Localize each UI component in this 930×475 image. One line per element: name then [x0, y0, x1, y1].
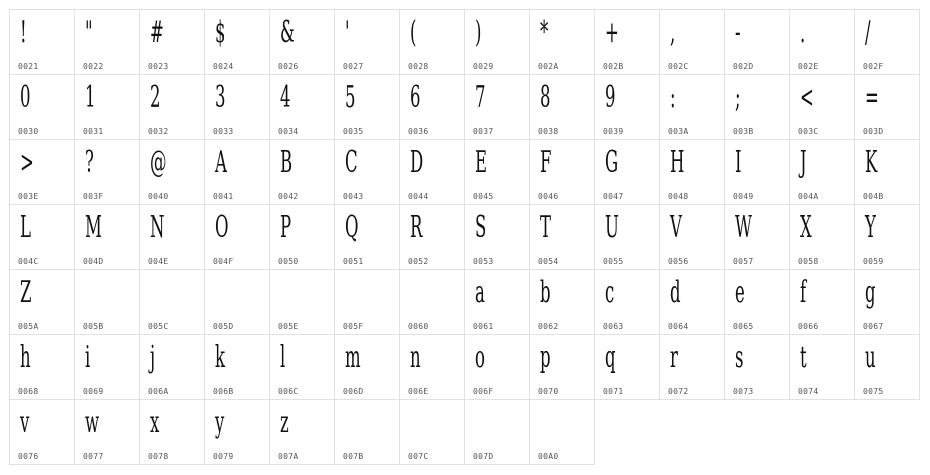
glyph-code: 0048 — [668, 192, 689, 201]
glyph-character: ) — [475, 15, 482, 50]
glyph-cell[interactable] — [334, 9, 400, 75]
glyph-character: m — [345, 340, 361, 375]
glyph-character: ' — [345, 15, 350, 50]
glyph-cell[interactable] — [399, 204, 465, 270]
glyph-cell[interactable] — [789, 204, 855, 270]
glyph-character: 8 — [540, 80, 551, 115]
glyph-cell[interactable] — [269, 204, 335, 270]
glyph-code: 0021 — [18, 62, 39, 71]
glyph-cell[interactable] — [204, 9, 270, 75]
glyph-character: > — [20, 145, 34, 180]
glyph-cell[interactable] — [204, 399, 270, 465]
glyph-cell[interactable] — [204, 74, 270, 140]
glyph-code: 005F — [343, 322, 364, 331]
glyph-character: u — [865, 340, 876, 375]
glyph-character: Q — [345, 210, 359, 245]
glyph-code: 0060 — [408, 322, 429, 331]
glyph-cell[interactable] — [594, 334, 660, 400]
glyph-code: 0051 — [343, 257, 364, 266]
glyph-code: 006A — [148, 387, 169, 396]
glyph-character: @ — [150, 145, 167, 180]
glyph-code: 0029 — [473, 62, 494, 71]
glyph-code: 0065 — [733, 322, 754, 331]
glyph-code: 0030 — [18, 127, 39, 136]
glyph-cell[interactable] — [659, 269, 725, 335]
glyph-character: b — [540, 275, 551, 310]
glyph-character: , — [670, 15, 676, 50]
glyph-character: 2 — [150, 80, 161, 115]
glyph-cell[interactable] — [529, 74, 595, 140]
glyph-code: 0043 — [343, 192, 364, 201]
glyph-code: 0077 — [83, 452, 104, 461]
glyph-character: $ — [215, 15, 226, 50]
glyph-code: 002E — [798, 62, 819, 71]
glyph-character: W — [735, 210, 752, 245]
glyph-code: 002A — [538, 62, 559, 71]
glyph-code: 0049 — [733, 192, 754, 201]
glyph-cell[interactable] — [74, 269, 140, 335]
glyph-cell[interactable] — [659, 74, 725, 140]
glyph-character: & — [280, 15, 295, 50]
glyph-character: p — [540, 340, 551, 375]
glyph-character: B — [280, 145, 293, 180]
glyph-character: . — [800, 15, 806, 50]
glyph-character: ! — [20, 15, 27, 50]
glyph-character: X — [800, 210, 812, 245]
glyph-character: n — [410, 340, 421, 375]
glyph-code: 0038 — [538, 127, 559, 136]
glyph-character: # — [150, 15, 164, 50]
glyph-cell[interactable] — [529, 204, 595, 270]
glyph-cell[interactable] — [9, 269, 75, 335]
glyph-character: S — [475, 210, 487, 245]
glyph-code: 0033 — [213, 127, 234, 136]
glyph-code: 0036 — [408, 127, 429, 136]
glyph-cell[interactable] — [204, 204, 270, 270]
glyph-code: 0042 — [278, 192, 299, 201]
glyph-cell[interactable] — [724, 204, 790, 270]
glyph-cell[interactable] — [139, 334, 205, 400]
glyph-code: 0041 — [213, 192, 234, 201]
glyph-cell[interactable] — [529, 269, 595, 335]
glyph-code: 0028 — [408, 62, 429, 71]
glyph-cell[interactable] — [854, 9, 920, 75]
glyph-character: l — [280, 340, 286, 375]
glyph-cell[interactable] — [854, 74, 920, 140]
glyph-cell[interactable] — [334, 204, 400, 270]
glyph-cell[interactable] — [529, 9, 595, 75]
glyph-character: s — [735, 340, 744, 375]
glyph-cell[interactable] — [399, 269, 465, 335]
glyph-cell[interactable] — [594, 9, 660, 75]
glyph-code: 0022 — [83, 62, 104, 71]
glyph-cell[interactable] — [334, 334, 400, 400]
glyph-code: 0059 — [863, 257, 884, 266]
glyph-cell[interactable] — [594, 74, 660, 140]
glyph-code: 0047 — [603, 192, 624, 201]
glyph-code: 0054 — [538, 257, 559, 266]
glyph-code: 004C — [18, 257, 39, 266]
glyph-character: 1 — [85, 80, 96, 115]
glyph-code: 0057 — [733, 257, 754, 266]
glyph-code: 0070 — [538, 387, 559, 396]
glyph-cell[interactable] — [464, 399, 530, 465]
glyph-code: 0035 — [343, 127, 364, 136]
glyph-code: 0032 — [148, 127, 169, 136]
glyph-character: J — [800, 145, 807, 180]
glyph-character: c — [605, 275, 615, 310]
glyph-code: 006E — [408, 387, 429, 396]
glyph-code: 0027 — [343, 62, 364, 71]
glyph-cell[interactable] — [204, 139, 270, 205]
glyph-character: z — [280, 405, 289, 440]
glyph-character: K — [865, 145, 878, 180]
glyph-cell[interactable] — [854, 334, 920, 400]
glyph-cell[interactable] — [269, 74, 335, 140]
glyph-character: v — [20, 405, 30, 440]
glyph-code: 0046 — [538, 192, 559, 201]
glyph-code: 002C — [668, 62, 689, 71]
glyph-cell[interactable] — [854, 204, 920, 270]
glyph-character: D — [410, 145, 424, 180]
glyph-character: I — [735, 145, 742, 180]
glyph-cell[interactable] — [724, 74, 790, 140]
glyph-code: 003E — [18, 192, 39, 201]
glyph-character: = — [865, 80, 879, 115]
glyph-cell[interactable] — [204, 334, 270, 400]
glyph-cell[interactable] — [399, 334, 465, 400]
glyph-cell[interactable] — [139, 399, 205, 465]
glyph-cell[interactable] — [139, 269, 205, 335]
glyph-character: 9 — [605, 80, 616, 115]
glyph-character: q — [605, 340, 616, 375]
glyph-cell[interactable] — [74, 74, 140, 140]
glyph-cell[interactable] — [529, 139, 595, 205]
glyph-character: - — [735, 15, 741, 50]
glyph-cell[interactable] — [464, 9, 530, 75]
glyph-cell[interactable] — [334, 74, 400, 140]
glyph-cell[interactable] — [659, 334, 725, 400]
glyph-code: 004B — [863, 192, 884, 201]
glyph-cell[interactable] — [724, 9, 790, 75]
glyph-cell[interactable] — [529, 399, 595, 465]
glyph-character: k — [215, 340, 226, 375]
glyph-code: 0056 — [668, 257, 689, 266]
glyph-cell[interactable] — [464, 139, 530, 205]
glyph-character: 0 — [20, 80, 31, 115]
glyph-cell[interactable] — [269, 399, 335, 465]
glyph-cell[interactable] — [334, 139, 400, 205]
glyph-code: 0053 — [473, 257, 494, 266]
glyph-code: 006F — [473, 387, 494, 396]
glyph-code: 005A — [18, 322, 39, 331]
glyph-character: / — [865, 15, 871, 50]
glyph-character: f — [800, 275, 807, 310]
glyph-cell[interactable] — [204, 269, 270, 335]
glyph-cell[interactable] — [74, 204, 140, 270]
glyph-code: 0055 — [603, 257, 624, 266]
glyph-code: 0052 — [408, 257, 429, 266]
glyph-cell[interactable] — [334, 399, 400, 465]
glyph-character: V — [670, 210, 682, 245]
glyph-cell[interactable] — [9, 334, 75, 400]
glyph-code: 0044 — [408, 192, 429, 201]
glyph-cell[interactable] — [9, 9, 75, 75]
glyph-code: 0064 — [668, 322, 689, 331]
glyph-cell[interactable] — [139, 74, 205, 140]
glyph-character: T — [540, 210, 552, 245]
glyph-code: 005C — [148, 322, 169, 331]
glyph-cell[interactable] — [139, 204, 205, 270]
glyph-cell[interactable] — [269, 269, 335, 335]
glyph-code: 0069 — [83, 387, 104, 396]
glyph-cell[interactable] — [659, 139, 725, 205]
glyph-character: y — [215, 405, 225, 440]
glyph-cell[interactable] — [659, 204, 725, 270]
glyph-character: 3 — [215, 80, 226, 115]
glyph-cell[interactable] — [74, 9, 140, 75]
glyph-character: ; — [735, 80, 741, 115]
glyph-cell[interactable] — [789, 74, 855, 140]
glyph-character: M — [85, 210, 102, 245]
glyph-code: 0026 — [278, 62, 299, 71]
glyph-cell[interactable] — [854, 139, 920, 205]
glyph-cell[interactable] — [724, 269, 790, 335]
glyph-cell[interactable] — [399, 139, 465, 205]
glyph-code: 003A — [668, 127, 689, 136]
glyph-character: e — [735, 275, 745, 310]
glyph-code: 0034 — [278, 127, 299, 136]
glyph-code: 0063 — [603, 322, 624, 331]
glyph-code: 004E — [148, 257, 169, 266]
glyph-cell[interactable] — [74, 139, 140, 205]
glyph-code: 006C — [278, 387, 299, 396]
glyph-character: P — [280, 210, 292, 245]
glyph-character: x — [150, 405, 160, 440]
glyph-code: 0072 — [668, 387, 689, 396]
glyph-code: 0076 — [18, 452, 39, 461]
glyph-code: 005E — [278, 322, 299, 331]
glyph-code: 0079 — [213, 452, 234, 461]
glyph-code: 0058 — [798, 257, 819, 266]
glyph-cell[interactable] — [269, 9, 335, 75]
glyph-code: 0037 — [473, 127, 494, 136]
glyph-cell[interactable] — [659, 9, 725, 75]
glyph-code: 0067 — [863, 322, 884, 331]
glyph-cell[interactable] — [724, 334, 790, 400]
glyph-code: 0066 — [798, 322, 819, 331]
glyph-character: t — [800, 340, 807, 375]
glyph-character: U — [605, 210, 619, 245]
glyph-cell[interactable] — [74, 399, 140, 465]
glyph-cell[interactable] — [529, 334, 595, 400]
glyph-cell[interactable] — [789, 334, 855, 400]
glyph-code: 004D — [83, 257, 104, 266]
glyph-cell[interactable] — [269, 139, 335, 205]
glyph-code: 0075 — [863, 387, 884, 396]
glyph-character: h — [20, 340, 31, 375]
glyph-code: 004A — [798, 192, 819, 201]
glyph-code: 002D — [733, 62, 754, 71]
glyph-cell[interactable] — [594, 139, 660, 205]
glyph-code: 002F — [863, 62, 884, 71]
glyph-cell[interactable] — [464, 204, 530, 270]
glyph-code: 0045 — [473, 192, 494, 201]
glyph-code: 0078 — [148, 452, 169, 461]
glyph-code: 002B — [603, 62, 624, 71]
glyph-character: R — [410, 210, 423, 245]
glyph-cell[interactable] — [334, 269, 400, 335]
glyph-cell[interactable] — [399, 399, 465, 465]
glyph-cell[interactable] — [399, 9, 465, 75]
glyph-character: r — [670, 340, 678, 375]
glyph-code: 006B — [213, 387, 234, 396]
glyph-character: g — [865, 275, 876, 310]
glyph-character: j — [150, 340, 156, 375]
glyph-cell[interactable] — [74, 334, 140, 400]
glyph-code: 0071 — [603, 387, 624, 396]
glyph-character: Y — [865, 210, 876, 245]
glyph-code: 003C — [798, 127, 819, 136]
glyph-code: 0050 — [278, 257, 299, 266]
glyph-cell[interactable] — [724, 139, 790, 205]
glyph-grid — [9, 9, 920, 466]
glyph-code: 006D — [343, 387, 364, 396]
glyph-character: d — [670, 275, 681, 310]
glyph-code: 0031 — [83, 127, 104, 136]
glyph-cell[interactable] — [594, 204, 660, 270]
glyph-character: O — [215, 210, 229, 245]
glyph-character: : — [670, 80, 676, 115]
glyph-character: A — [215, 145, 227, 180]
glyph-code: 004F — [213, 257, 234, 266]
glyph-code: 0074 — [798, 387, 819, 396]
glyph-character: C — [345, 145, 358, 180]
glyph-code: 005D — [213, 322, 234, 331]
glyph-code: 0068 — [18, 387, 39, 396]
glyph-code: 0061 — [473, 322, 494, 331]
glyph-character: + — [605, 15, 619, 50]
glyph-code: 007D — [473, 452, 494, 461]
glyph-code: 003D — [863, 127, 884, 136]
glyph-code: 0023 — [148, 62, 169, 71]
glyph-character: a — [475, 275, 485, 310]
glyph-cell[interactable] — [789, 139, 855, 205]
glyph-cell[interactable] — [139, 9, 205, 75]
glyph-code: 007B — [343, 452, 364, 461]
glyph-cell[interactable] — [9, 399, 75, 465]
glyph-cell[interactable] — [9, 204, 75, 270]
glyph-character: L — [20, 210, 31, 245]
glyph-code: 005B — [83, 322, 104, 331]
glyph-code: 003F — [83, 192, 104, 201]
glyph-character: G — [605, 145, 619, 180]
glyph-cell[interactable] — [594, 269, 660, 335]
glyph-character: ( — [410, 15, 417, 50]
glyph-cell[interactable] — [464, 74, 530, 140]
glyph-character: i — [85, 340, 91, 375]
glyph-character: E — [475, 145, 488, 180]
glyph-cell[interactable] — [464, 269, 530, 335]
glyph-character: N — [150, 210, 165, 245]
glyph-code: 0073 — [733, 387, 754, 396]
glyph-character: ? — [85, 145, 94, 180]
glyph-code: 003B — [733, 127, 754, 136]
glyph-character: Z — [20, 275, 32, 310]
glyph-cell[interactable] — [9, 74, 75, 140]
glyph-character: o — [475, 340, 485, 375]
glyph-cell[interactable] — [9, 139, 75, 205]
glyph-character: * — [540, 15, 549, 50]
glyph-cell[interactable] — [854, 269, 920, 335]
glyph-character: H — [670, 145, 685, 180]
glyph-character: 4 — [280, 80, 291, 115]
glyph-code: 0040 — [148, 192, 169, 201]
glyph-cell[interactable] — [464, 334, 530, 400]
glyph-cell[interactable] — [789, 269, 855, 335]
glyph-code: 0024 — [213, 62, 234, 71]
glyph-character: w — [85, 405, 100, 440]
glyph-code: 007A — [278, 452, 299, 461]
glyph-cell[interactable] — [269, 334, 335, 400]
glyph-character: " — [85, 15, 93, 50]
glyph-character: < — [800, 80, 814, 115]
glyph-cell[interactable] — [139, 139, 205, 205]
glyph-character: F — [540, 145, 552, 180]
glyph-code: 007C — [408, 452, 429, 461]
glyph-code: 0039 — [603, 127, 624, 136]
glyph-character: 6 — [410, 80, 421, 115]
glyph-character: 5 — [345, 80, 356, 115]
glyph-code: 0062 — [538, 322, 559, 331]
glyph-cell[interactable] — [399, 74, 465, 140]
glyph-character: 7 — [475, 80, 486, 115]
glyph-cell[interactable] — [789, 9, 855, 75]
glyph-code: 00A0 — [538, 452, 559, 461]
